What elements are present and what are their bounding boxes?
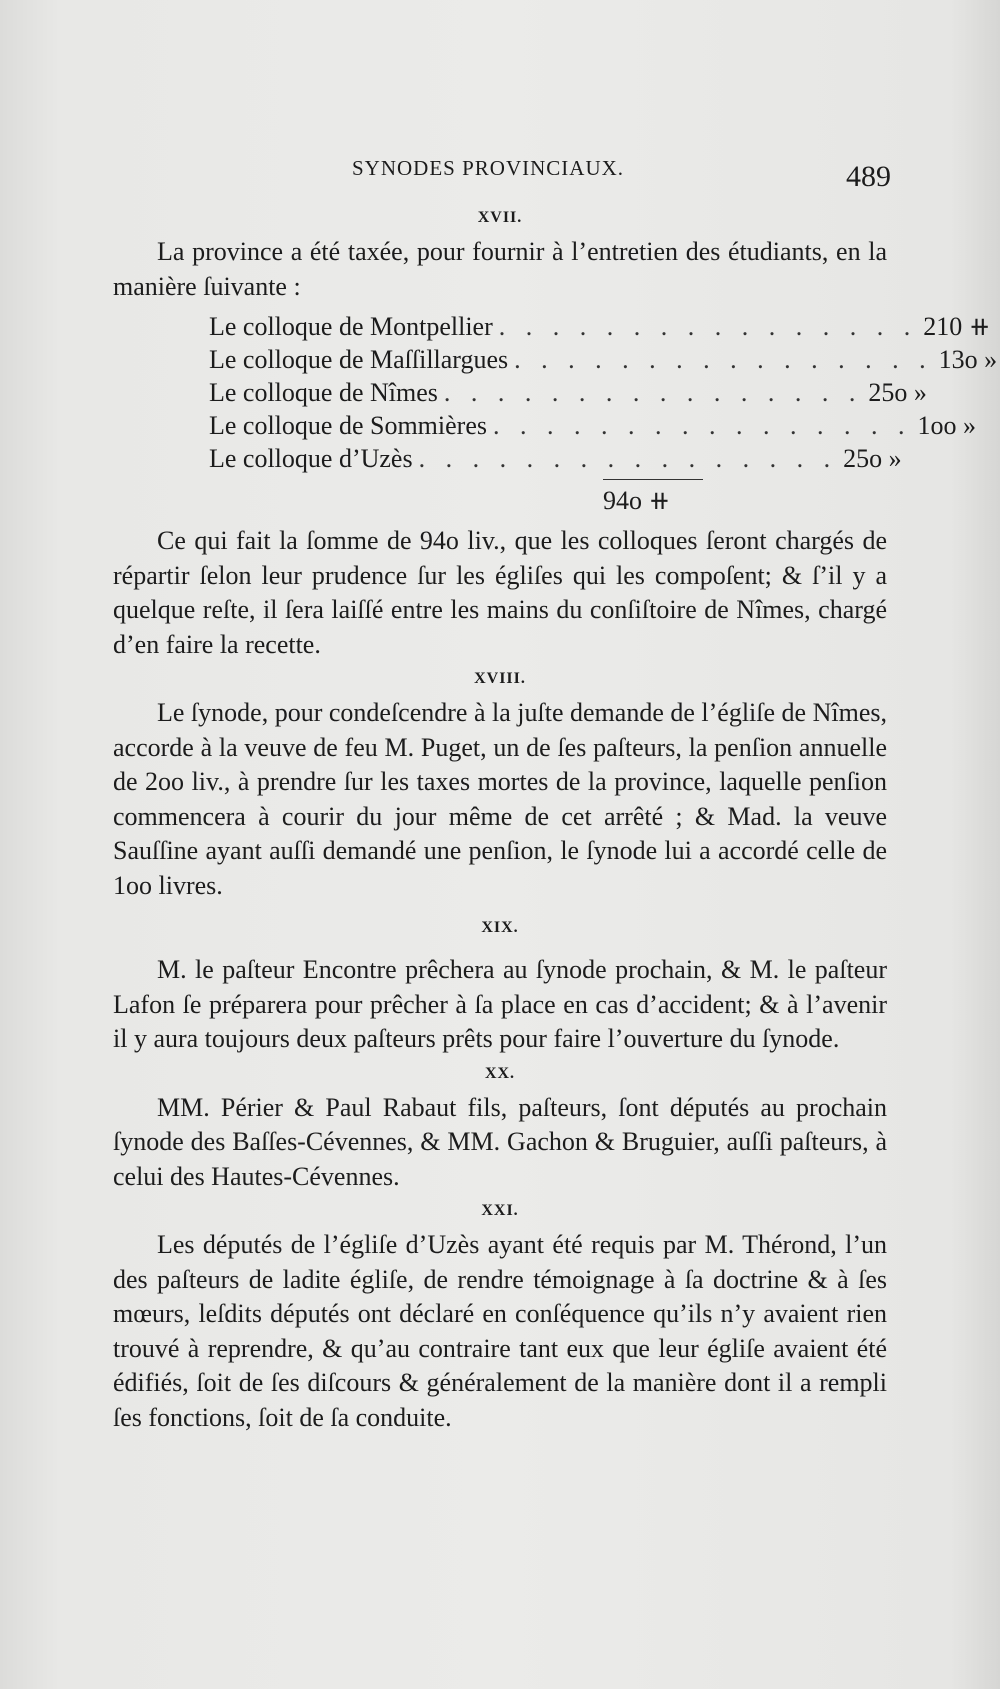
dot-leaders: . . . . . . . . . . . . . . . . xyxy=(492,411,912,440)
section-21-text: Les députés de l’égliſe d’Uzès ayant été requis par M. Thérond, l’un des paſteurs de ladite égliſe, de rendre témoignage à ſa doctrine & à ſes mœurs, leſdits députés ont déclaré en conſéquence qu’ils n’y avaient rien trouvé à reprendre, & qu’au contraire tant eux que leur égliſe avaient été édifiés, ſoit de ſes diſcours & généralement de la manière dont il a rempli ſes fonctions, ſoit de ſa conduite. xyxy=(113,1230,887,1432)
total-rule xyxy=(603,479,703,480)
section-17-intro: La province a été taxée, pour fournir à l’entretien des étudiants, en la manière ſuivante : xyxy=(113,237,887,301)
tax-label: Le colloque de Maſſillargues xyxy=(209,345,509,374)
section-17-text: Ce qui fait la ſomme de 94o liv., que les colloques ſeront chargés de répartir ſelon leur prudence ſur les égliſes qui les compoſent; & ſ’il y a quelque reſte, il ſera laiſſé entre les mains du conſiſtoire de Nîmes, chargé d’en faire la recette. xyxy=(113,526,887,659)
tax-label: Le colloque de Montpellier xyxy=(209,312,493,341)
dot-leaders: . . . . . . . . . . . . . . . . xyxy=(443,378,863,407)
tax-row xyxy=(209,343,998,376)
page-header xyxy=(0,154,1000,194)
tax-list xyxy=(209,310,998,475)
section-number-17: XVII. xyxy=(477,209,523,226)
dot-leaders: . . . . . . . . . . . . . . . . xyxy=(514,345,933,374)
tax-label: Le colloque de Sommières xyxy=(209,411,487,440)
tax-row xyxy=(209,376,927,409)
dot-leaders: . . . . . . . . . . . . . . . . xyxy=(418,444,838,473)
tax-label: Le colloque de Nîmes xyxy=(209,378,438,407)
section-number-19: XIX. xyxy=(481,919,519,936)
page-body xyxy=(113,207,998,1435)
running-title: SYNODES PROVINCIAUX. xyxy=(352,156,625,180)
page-number: 489 xyxy=(846,160,891,193)
section-number-18: XVIII. xyxy=(474,670,526,687)
section-18-text: Le ſynode, pour condeſcendre à la juſte demande de l’égliſe de Nîmes, accorde à la veuve de feu M. Puget, un de ſes paſteurs, la penſion annuelle de 2oo liv., à prendre ſur les taxes mortes de la province, laquelle penſion commencera à courir du jour même de cet arrêté ; & Mad. la veuve Sauſſine ayant auſſi demandé une penſion, le ſynode lui a accordé celle de 1oo livres. xyxy=(113,698,887,900)
tax-row xyxy=(209,442,902,475)
dot-leaders: . . . . . . . . . . . . . . . . xyxy=(498,312,918,341)
tax-amount: 210 ⧺ xyxy=(923,312,991,341)
tax-amount: 25o » xyxy=(868,378,927,407)
section-number-20: XX. xyxy=(484,1064,516,1082)
tax-amount: 1oo » xyxy=(917,411,976,440)
tax-row xyxy=(209,409,976,442)
tax-amount: 13o » xyxy=(938,345,998,374)
section-number-21: XXI. xyxy=(481,1202,519,1219)
section-19-text: M. le paſteur Encontre prêchera au ſynode prochain, & M. le paſteur Lafon ſe préparera pour prêcher à ſa place en cas d’accident; & à l’avenir il y aura toujours deux paſteurs prêts pour faire l’ouverture du ſynode. xyxy=(113,955,887,1053)
section-20-text: MM. Périer & Paul Rabaut fils, paſteurs, ſont députés au prochain ſynode des Baſſes-Cévennes, & MM. Gachon & Bruguier, auſſi paſteurs, à celui des Hautes-Cévennes. xyxy=(113,1092,887,1191)
tax-row xyxy=(209,310,991,343)
tax-total: 94o ⧺ xyxy=(603,486,671,515)
tax-amount: 25o » xyxy=(843,444,902,473)
tax-label: Le colloque d’Uzès xyxy=(209,444,413,473)
